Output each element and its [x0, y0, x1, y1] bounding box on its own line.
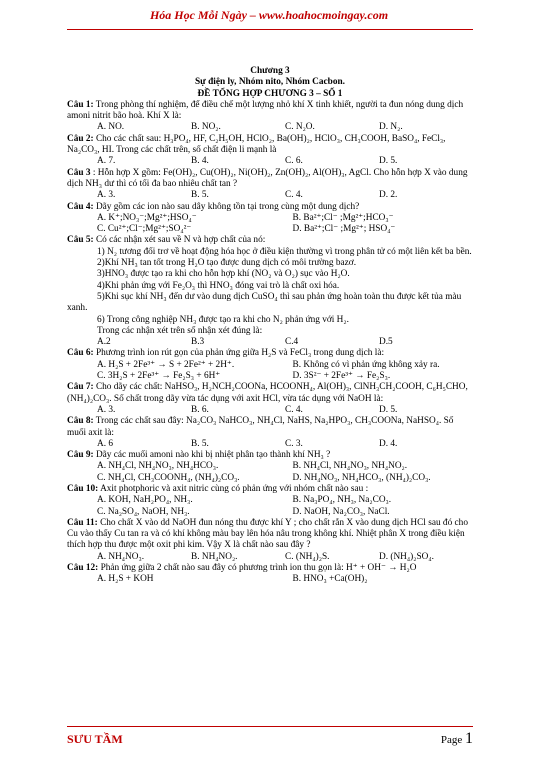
answer-option: B. 5.	[191, 438, 209, 449]
question-q5	[67, 235, 473, 348]
question-q7	[67, 382, 473, 416]
question-number: Câu 3	[67, 167, 91, 178]
answer-options	[67, 190, 473, 201]
answer-option: B. HNO₃ +Ca(OH)₂	[292, 574, 368, 585]
answer-option: C. 4.	[285, 190, 303, 201]
answer-options	[67, 405, 473, 416]
question-stem	[67, 450, 473, 461]
answer-option: A. H₂S + 2Fe³⁺ → S + 2Fe²⁺ + 2H⁺.	[97, 359, 235, 370]
question-q2	[67, 134, 473, 168]
question-stem	[67, 416, 473, 439]
answer-option: D. 5.	[379, 156, 398, 167]
answer-option: B. Na₃PO₄, NH₃, Na₂CO₃.	[292, 495, 392, 506]
answer-options	[67, 337, 473, 348]
footer-rule	[67, 726, 473, 727]
question-list	[67, 100, 473, 586]
page-number	[441, 730, 473, 748]
page-num: 1	[465, 730, 473, 747]
question-text: Axit photphoric và axit nitric cùng có phản ứng với nhóm chất nào sau :	[100, 483, 369, 494]
question-stem	[67, 348, 473, 359]
question-number: Câu 10:	[67, 483, 99, 494]
answer-option: B. NO₂.	[191, 122, 221, 133]
answer-options	[67, 461, 473, 484]
question-number: Câu 2:	[67, 133, 94, 144]
question-text: Dãy các muối amoni nào khi bị nhiệt phân tạo thành khí NH₃ ?	[95, 450, 331, 461]
question-number: Câu 4:	[67, 201, 94, 212]
statement-item: 1) N₂ tương đối trơ về hoạt động hóa học ở điều kiện thường vì trong phân tử có một liên kết ba bền.	[97, 246, 472, 257]
page-label: Page	[440, 734, 463, 746]
answer-option: D. 2.	[379, 190, 398, 201]
answer-options	[67, 156, 473, 167]
question-stem	[67, 382, 473, 405]
answer-option: A. 3.	[97, 190, 116, 201]
answer-option: D. Ba²⁺;Cl⁻ ;Mg²⁺; HSO₄⁻	[292, 224, 396, 235]
exam-title: ĐỀ TỔNG HỢP CHƯƠNG 3 – SỐ 1	[197, 88, 343, 99]
answer-option: A.2	[97, 337, 111, 348]
question-stem	[67, 100, 473, 123]
header-rule	[67, 29, 473, 30]
question-q9	[67, 450, 473, 484]
answer-option: C. (NH₄)₂S.	[285, 551, 330, 562]
answer-option: D. NaOH, Na₂CO₃, NaCl.	[292, 506, 390, 517]
question-stem	[67, 134, 473, 157]
answer-option: D. 4.	[379, 438, 398, 449]
answer-option: C. 4.	[285, 404, 303, 415]
answer-option: B. 5.	[191, 190, 209, 201]
answer-option: B. NH₄NO₂.	[191, 551, 238, 562]
question-number: Câu 9:	[67, 450, 94, 461]
chapter-title: Chương 3	[250, 66, 290, 76]
question-text: Phản ứng giữa 2 chất nào sau đây có phương trình ion thu gọn là: H⁺ + OH⁻ → H₂O	[100, 563, 417, 574]
answer-option: A. 3.	[97, 404, 116, 415]
statement-item: 5)Khi sục khí NH₃ đến dư vào dung dịch CuSO₄ thì sau phản ứng hoàn toàn thu được kết tủa màu xanh.	[67, 291, 462, 314]
answer-option: D. (NH₄)₂SO₄.	[379, 551, 434, 562]
answer-option: C. Cu²⁺;Cl⁻;Mg²⁺;SO₄²⁻	[97, 224, 192, 235]
answer-option: C. N₂O.	[285, 122, 315, 133]
answer-option: D. N₂.	[379, 122, 403, 133]
question-text: : Hỗn hợp X gồm: Fe(OH)₂, Cu(OH)₂, Ni(OH)₂, Zn(OH)₂, Al(OH)₃, AgCl. Cho hỗn hợp X vào dung dịch NH₃ dư thì có tối đa bao nhiêu chất tan ?	[67, 167, 468, 189]
answer-option: D.5	[379, 337, 393, 348]
question-stem	[67, 168, 473, 191]
question-stem	[67, 235, 473, 246]
answer-option: B. NH₄Cl, NH₄NO₃, NH₄NO₂.	[292, 461, 408, 472]
answer-option: C. 3.	[285, 438, 303, 449]
question-text: Cho các chất sau: H₃PO₄, HF, C₂H₅OH, HClO₂, Ba(OH)₂, HClO₃, CH₃COOH, BaSO₄, FeCl₃, Na₂CO₃, HI. Trong các chất trên, số chất điện li mạnh là	[67, 133, 446, 156]
question-stem	[67, 563, 473, 574]
answer-options	[67, 213, 473, 236]
question-number: Câu 8:	[67, 416, 94, 427]
exam-content	[67, 66, 473, 586]
question-q1	[67, 100, 473, 134]
answer-options	[67, 439, 473, 450]
question-q8	[67, 416, 473, 450]
answer-options	[67, 495, 473, 518]
statement-item: Trong các nhận xét trên số nhận xét đúng là:	[97, 325, 263, 336]
answer-option: A. NH₄Cl, NH₄NO₃, NH₄HCO₃.	[97, 461, 219, 472]
question-q11	[67, 518, 473, 563]
statement-item: 2)Khí NH₃ tan tốt trong H₂O tạo được dung dịch có môi trường bazơ.	[97, 258, 357, 269]
answer-options	[67, 122, 473, 133]
question-number: Câu 11:	[67, 517, 98, 528]
question-number: Câu 5:	[67, 235, 94, 246]
question-q10	[67, 484, 473, 518]
answer-option: C. 6.	[285, 156, 303, 167]
answer-option: C. 3H₂S + 2Fe³⁺ → Fe₂S₃ + 6H⁺	[97, 371, 221, 382]
answer-option: B. Không có vì phản ứng không xảy ra.	[292, 359, 440, 370]
answer-options	[67, 574, 473, 585]
answer-option: A. 7.	[97, 156, 116, 167]
chapter-subtitle: Sự điện ly, Nhóm nito, Nhóm Cacbon.	[195, 77, 345, 88]
question-q12	[67, 563, 473, 586]
answer-option: A. H₂S + KOH	[97, 574, 154, 585]
answer-option: A. NO.	[97, 122, 125, 133]
question-stem	[67, 518, 473, 552]
answer-option: B.3	[191, 337, 205, 348]
question-text: Dãy gồm các ion nào sau dây không tồn tại trong cùng một dung dịch?	[95, 201, 360, 212]
answer-option: A. NH₄NO₃.	[97, 551, 145, 562]
answer-options	[67, 360, 473, 383]
answer-option: A. KOH, NaH₂PO₄, NH₃.	[97, 495, 193, 506]
question-number: Câu 12:	[67, 563, 99, 574]
answer-option: D. 5.	[379, 404, 398, 415]
question-q3	[67, 168, 473, 202]
answer-option: A. 6	[97, 438, 114, 449]
answer-option: A. K⁺;NO₃⁻;Mg²⁺;HSO₄⁻	[97, 212, 197, 223]
question-text: Trong phòng thí nghiệm, để điều chế một lượng nhỏ khí X tinh khiết, người ta đun nóng dung dịch amoni nitrit bão hoà. Khí X là:	[67, 99, 464, 122]
answer-options	[67, 552, 473, 563]
answer-option: B. 6.	[191, 404, 209, 415]
question-number: Câu 1:	[67, 99, 94, 110]
question-number: Câu 7:	[67, 382, 94, 393]
answer-option: C. Na₂SO₄, NaOH, NH₃.	[97, 506, 190, 517]
question-text: Phương trình ion rút gọn của phản ứng giữa H₂S và FeCl₃ trong dung dịch là:	[95, 348, 385, 359]
statement-item: 4)Khi phản ứng với Fe₂O₃ thì HNO₃ đóng vai trò là chất oxi hóa.	[97, 280, 340, 291]
footer-source: SƯU TẦM	[67, 732, 123, 746]
question-text: Có các nhận xét sau về N và hợp chất của nó:	[95, 235, 266, 246]
answer-option: B. 4.	[191, 156, 209, 167]
question-q6	[67, 348, 473, 382]
answer-option: B. Ba²⁺;Cl⁻ ;Mg²⁺;HCO₃⁻	[292, 212, 394, 223]
answer-option: C.4	[285, 337, 299, 348]
question-text: Cho chất X vào dd NaOH đun nóng thu được khí Y ; cho chất rắn X vào dung dịch HCl sau đó cho Cu vào thấy Cu tan ra và có khí không màu bay lên hóa nâu trong không khí. Nhiệt phân X trong điều kiện thích hợp thu được một oxit phi kim. Vậy X là chất nào sau đây ?	[67, 517, 468, 551]
question-text: Trong các chất sau đây: Na₂CO₃ NaHCO₃, NH₄Cl, NaHS, Na₂HPO₃, CH₃COONa, NaHSO₄. Số muối axit là:	[67, 416, 454, 438]
statement-item: 3)HNO₃ được tạo ra khi cho hỗn hợp khí (NO₂ và O₂) sục vào H₂O.	[97, 269, 350, 280]
statement-item: 6) Trong công nghiệp NH₃ được tạo ra khi cho N₂ phản ứng với H₂.	[97, 314, 349, 325]
answer-option: D. 3S²⁻ + 2Fe³⁺ → Fe₂S₃.	[292, 371, 391, 382]
answer-option: D. NH₄NO₃, NH₄HCO₃, (NH₄)₂CO₃.	[292, 472, 431, 483]
question-number: Câu 6:	[67, 348, 94, 359]
question-stem	[67, 484, 473, 495]
answer-option: C. NH₄Cl, CH₃COONH₄, (NH₄)₂CO₃.	[97, 472, 240, 483]
question-q4	[67, 202, 473, 236]
question-stem	[67, 202, 473, 213]
site-header: Hóa Học Mỗi Ngày – www.hoahocmoingay.com	[149, 8, 389, 22]
question-text: Cho dãy các chất: NaHSO₃, H₂NCH₂COONa, HCOONH₄, Al(OH)₃, ClNH₃CH₂COOH, C₆H₅CHO, (NH₄)₂CO₃. Số chất trong dãy vừa tác dụng với axit HCl, vừa tác dụng với NaOH là:	[67, 382, 468, 404]
